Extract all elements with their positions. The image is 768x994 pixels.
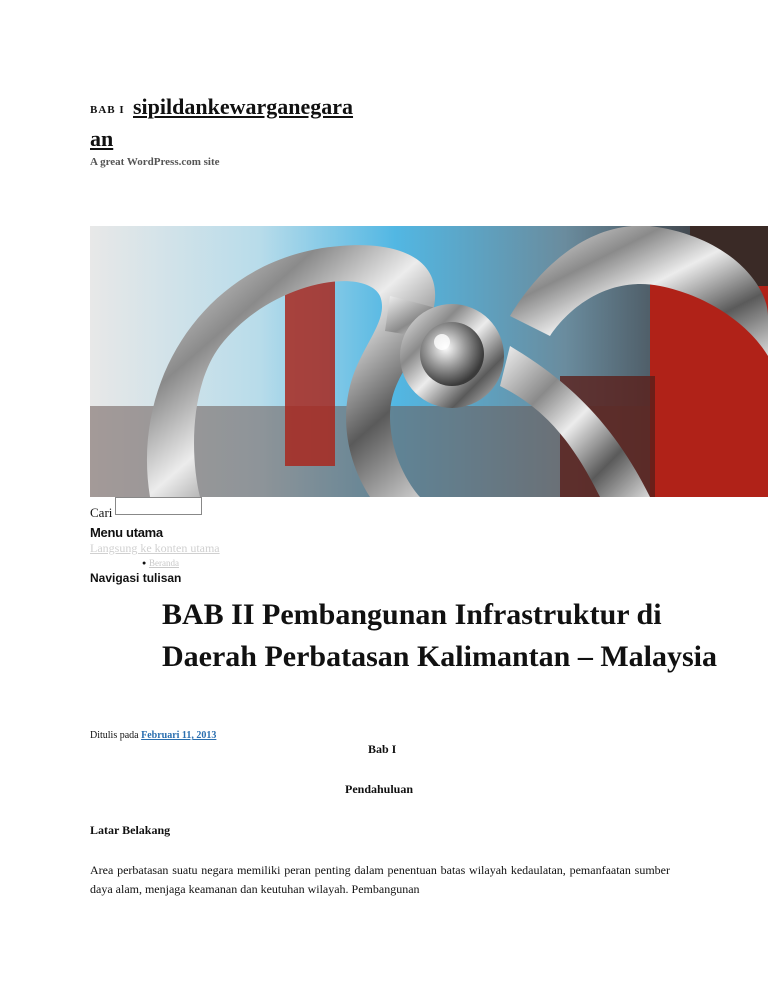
site-title-link[interactable]: sipildankewarganegara xyxy=(133,94,354,119)
nav-item-home[interactable]: Beranda xyxy=(149,558,179,568)
chapter-heading: Bab I xyxy=(368,742,397,756)
search-input[interactable] xyxy=(115,497,202,515)
site-title-prefix: BAB I xyxy=(90,104,125,116)
posted-on-label: Ditulis pada xyxy=(90,730,139,741)
site-title-link-continued[interactable]: an xyxy=(90,126,114,151)
skip-to-content-link[interactable]: Langsung ke konten utama xyxy=(90,541,220,555)
post-navigation-title: Navigasi tulisan xyxy=(90,571,182,585)
subsection-heading: Latar Belakang xyxy=(90,823,171,837)
post-title: BAB II Pembangunan Infrastruktur di Daerah Perbatasan Kalimantan – Malaysia xyxy=(162,598,717,673)
posted-on xyxy=(90,730,216,741)
header-image xyxy=(90,226,768,497)
section-heading: Pendahuluan xyxy=(345,782,414,796)
site-tagline: A great WordPress.com site xyxy=(90,156,220,168)
menu-title: Menu utama xyxy=(90,525,163,540)
search-label: Cari xyxy=(90,505,113,520)
body-paragraph: Area perbatasan suatu negara memiliki peran penting dalam penentuan batas wilayah kedaulatan, pemanfaatan sumber daya alam, menjaga keamanan dan keutuhan wilayah. Pembangunan xyxy=(90,863,670,896)
bullet-icon: ● xyxy=(142,559,147,567)
post-date-link[interactable]: Februari 11, 2013 xyxy=(141,730,217,741)
